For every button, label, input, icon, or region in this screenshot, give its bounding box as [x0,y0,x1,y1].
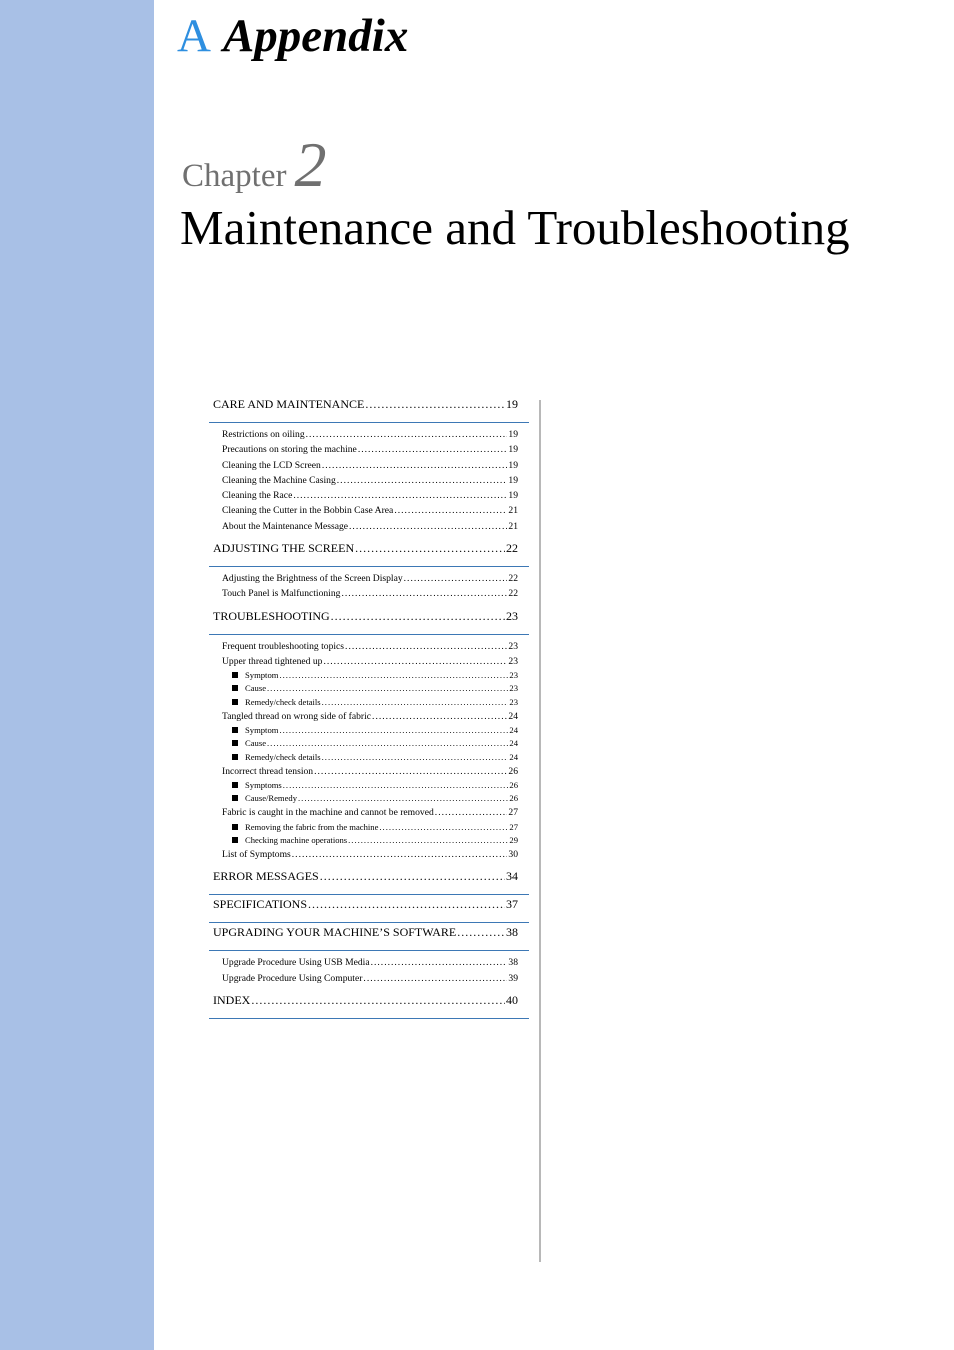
toc-entry[interactable] [209,682,529,695]
toc-entry-title: Tangled thread on wrong side of fabric [222,710,372,722]
toc-entry-title: UPGRADING YOUR MACHINE’S SOFTWARE [213,925,457,940]
toc-entry-title: Fabric is caught in the machine and cannot be removed [222,807,434,819]
toc-entry-title: Cause [245,738,267,749]
toc-entry-page: 26 [508,765,518,777]
toc-entry-title: Upper thread tightened up [222,655,323,667]
toc-entry-title: Cause/Remedy [245,793,298,804]
toc-entry-page: 23 [509,670,518,681]
dot-leader [379,821,508,834]
square-bullet-icon [232,672,238,678]
toc-entry[interactable] [209,792,529,805]
dot-leader [341,586,507,601]
toc-entry[interactable] [209,779,529,792]
toc-entry-title: Adjusting the Brightness of the Screen Display [222,573,403,585]
dot-leader [404,571,508,586]
table-of-contents [209,395,529,1019]
side-color-band [0,0,154,1350]
toc-entry[interactable] [209,923,529,951]
dot-leader [355,539,505,557]
toc-entry-title: Upgrade Procedure Using USB Media [222,957,370,969]
toc-entry-page: 34 [506,869,518,884]
dot-leader [279,669,508,682]
dot-leader [267,682,508,695]
dot-leader [320,867,505,885]
toc-entry-page: 29 [509,834,518,845]
square-bullet-icon [232,837,238,843]
toc-entry-title: Cleaning the Cutter in the Bobbin Case Area [222,505,394,517]
dot-leader [314,764,507,779]
dot-leader [337,473,508,488]
toc-entry-title: Touch Panel is Malfunctioning [222,588,341,600]
toc-entry-page: 23 [508,640,518,652]
toc-entry-page: 24 [508,710,518,722]
toc-entry-title: Cleaning the LCD Screen [222,459,321,471]
toc-entry-page: 22 [506,541,518,556]
toc-entry-title: INDEX [213,992,251,1007]
toc-entry-title: Upgrade Procedure Using Computer [222,972,363,984]
toc-entry[interactable] [209,971,529,986]
toc-entry-page: 38 [506,925,518,940]
toc-entry-title: ERROR MESSAGES [213,869,319,884]
dot-leader [279,724,508,737]
square-bullet-icon [232,727,238,733]
dot-leader [293,488,507,503]
toc-entry[interactable] [209,709,529,724]
toc-entry-page: 19 [508,459,518,471]
toc-entry[interactable] [209,639,529,654]
toc-entry-page: 27 [508,807,518,819]
toc-entry-title: Incorrect thread tension [222,765,314,777]
toc-entry[interactable] [209,821,529,834]
dot-leader [322,458,508,473]
toc-entry[interactable] [209,586,529,601]
toc-entry-page: 38 [508,957,518,969]
dot-leader [358,442,508,457]
dot-leader [348,834,508,847]
square-bullet-icon [232,782,238,788]
appendix-heading [177,8,408,64]
toc-entry-title: About the Maintenance Message [222,520,349,532]
toc-entry-page: 19 [506,397,518,411]
toc-entry[interactable] [209,571,529,586]
appendix-word: Appendix [222,10,409,62]
dot-leader [371,955,508,970]
toc-entry[interactable] [209,503,529,518]
toc-entry[interactable] [209,539,529,567]
toc-entry-page: 40 [506,992,518,1007]
toc-entry-page: 26 [509,793,518,804]
toc-entry-page: 21 [508,505,518,517]
toc-entry[interactable] [209,427,529,442]
dot-leader [363,971,507,986]
toc-entry[interactable] [209,751,529,764]
toc-entry-page: 22 [508,573,518,585]
toc-entry-title: Cleaning the Race [222,490,293,502]
toc-entry-page: 23 [506,608,518,623]
dot-leader [435,805,508,820]
toc-entry-title: Cleaning the Machine Casing [222,474,336,486]
toc-entry-title: Precautions on storing the machine [222,444,357,456]
dot-leader [331,607,505,625]
square-bullet-icon [232,740,238,746]
toc-entry[interactable] [209,834,529,847]
toc-entry-page: 23 [508,655,518,667]
toc-entry-title: SPECIFICATIONS [213,897,308,912]
toc-entry-title: ADJUSTING THE SCREEN [213,541,355,556]
toc-entry-page: 24 [509,725,518,736]
toc-entry-page: 23 [509,696,518,707]
square-bullet-icon [232,824,238,830]
toc-entry[interactable] [209,669,529,682]
toc-entry[interactable] [209,991,529,1019]
toc-entry-title: Cause [245,683,267,694]
dot-leader [298,792,508,805]
square-bullet-icon [232,685,238,691]
toc-entry-page: 26 [509,779,518,790]
dot-leader [394,503,507,518]
toc-entry-page: 27 [509,821,518,832]
dot-leader [323,654,507,669]
chapter-title: Maintenance and Troubleshooting [180,200,850,255]
toc-entry-page: 39 [508,972,518,984]
toc-entry-title: Remedy/check details [245,751,321,762]
chapter-number: 2 [294,129,327,200]
toc-entry[interactable] [209,737,529,750]
vertical-divider [539,400,541,1262]
dot-leader [251,991,505,1009]
toc-entry-page: 37 [506,897,518,912]
toc-entry[interactable] [209,847,529,862]
dot-leader [267,737,508,750]
toc-entry-title: Restrictions on oiling [222,429,305,440]
toc-entry-page: 22 [508,588,518,600]
toc-entry[interactable] [209,458,529,473]
toc-entry[interactable] [209,519,529,534]
toc-entry[interactable] [209,895,529,923]
toc-entry-page: 19 [508,474,518,486]
toc-entry-page: 30 [508,849,518,861]
dot-leader [322,696,509,709]
toc-entry[interactable] [209,607,529,635]
toc-entry-page: 24 [509,738,518,749]
dot-leader [345,639,507,654]
dot-leader [372,709,507,724]
toc-entry-page: 19 [508,490,518,502]
toc-entry[interactable] [209,805,529,820]
toc-entry-title: Symptoms [245,779,282,790]
toc-entry-title: TROUBLESHOOTING [213,608,330,623]
toc-entry[interactable] [209,473,529,488]
toc-entry-page: 19 [508,429,518,440]
dot-leader [292,847,508,862]
dot-leader [457,923,505,941]
toc-entry-title: List of Symptoms [222,849,291,861]
square-bullet-icon [232,754,238,760]
toc-entry-title: Checking machine operations [245,834,348,845]
toc-entry[interactable] [209,955,529,970]
appendix-letter: A [177,10,211,62]
toc-entry-title: Removing the fabric from the machine [245,821,379,832]
toc-entry-title: CARE AND MAINTENANCE [213,397,365,411]
toc-entry[interactable] [209,696,529,709]
dot-leader [283,779,509,792]
toc-entry-page: 24 [509,751,518,762]
chapter-label [182,128,326,202]
toc-entry-title: Remedy/check details [245,696,321,707]
toc-entry[interactable] [209,442,529,457]
dot-leader [308,895,505,913]
dot-leader [349,519,507,534]
toc-entry-title: Symptom [245,725,279,736]
toc-entry-page: 21 [508,520,518,532]
toc-entry-title: Frequent troubleshooting topics [222,640,345,652]
dot-leader [365,395,505,413]
square-bullet-icon [232,699,238,705]
toc-entry[interactable] [209,488,529,503]
toc-entry-page: 23 [509,683,518,694]
toc-entry[interactable] [209,724,529,737]
toc-entry[interactable] [209,654,529,669]
toc-entry[interactable] [209,395,529,423]
toc-entry[interactable] [209,764,529,779]
toc-entry-page: 19 [508,444,518,456]
square-bullet-icon [232,795,238,801]
chapter-word: Chapter [182,158,287,194]
toc-entry[interactable] [209,867,529,895]
toc-entry-title: Symptom [245,670,279,681]
dot-leader [306,427,508,442]
dot-leader [322,751,509,764]
